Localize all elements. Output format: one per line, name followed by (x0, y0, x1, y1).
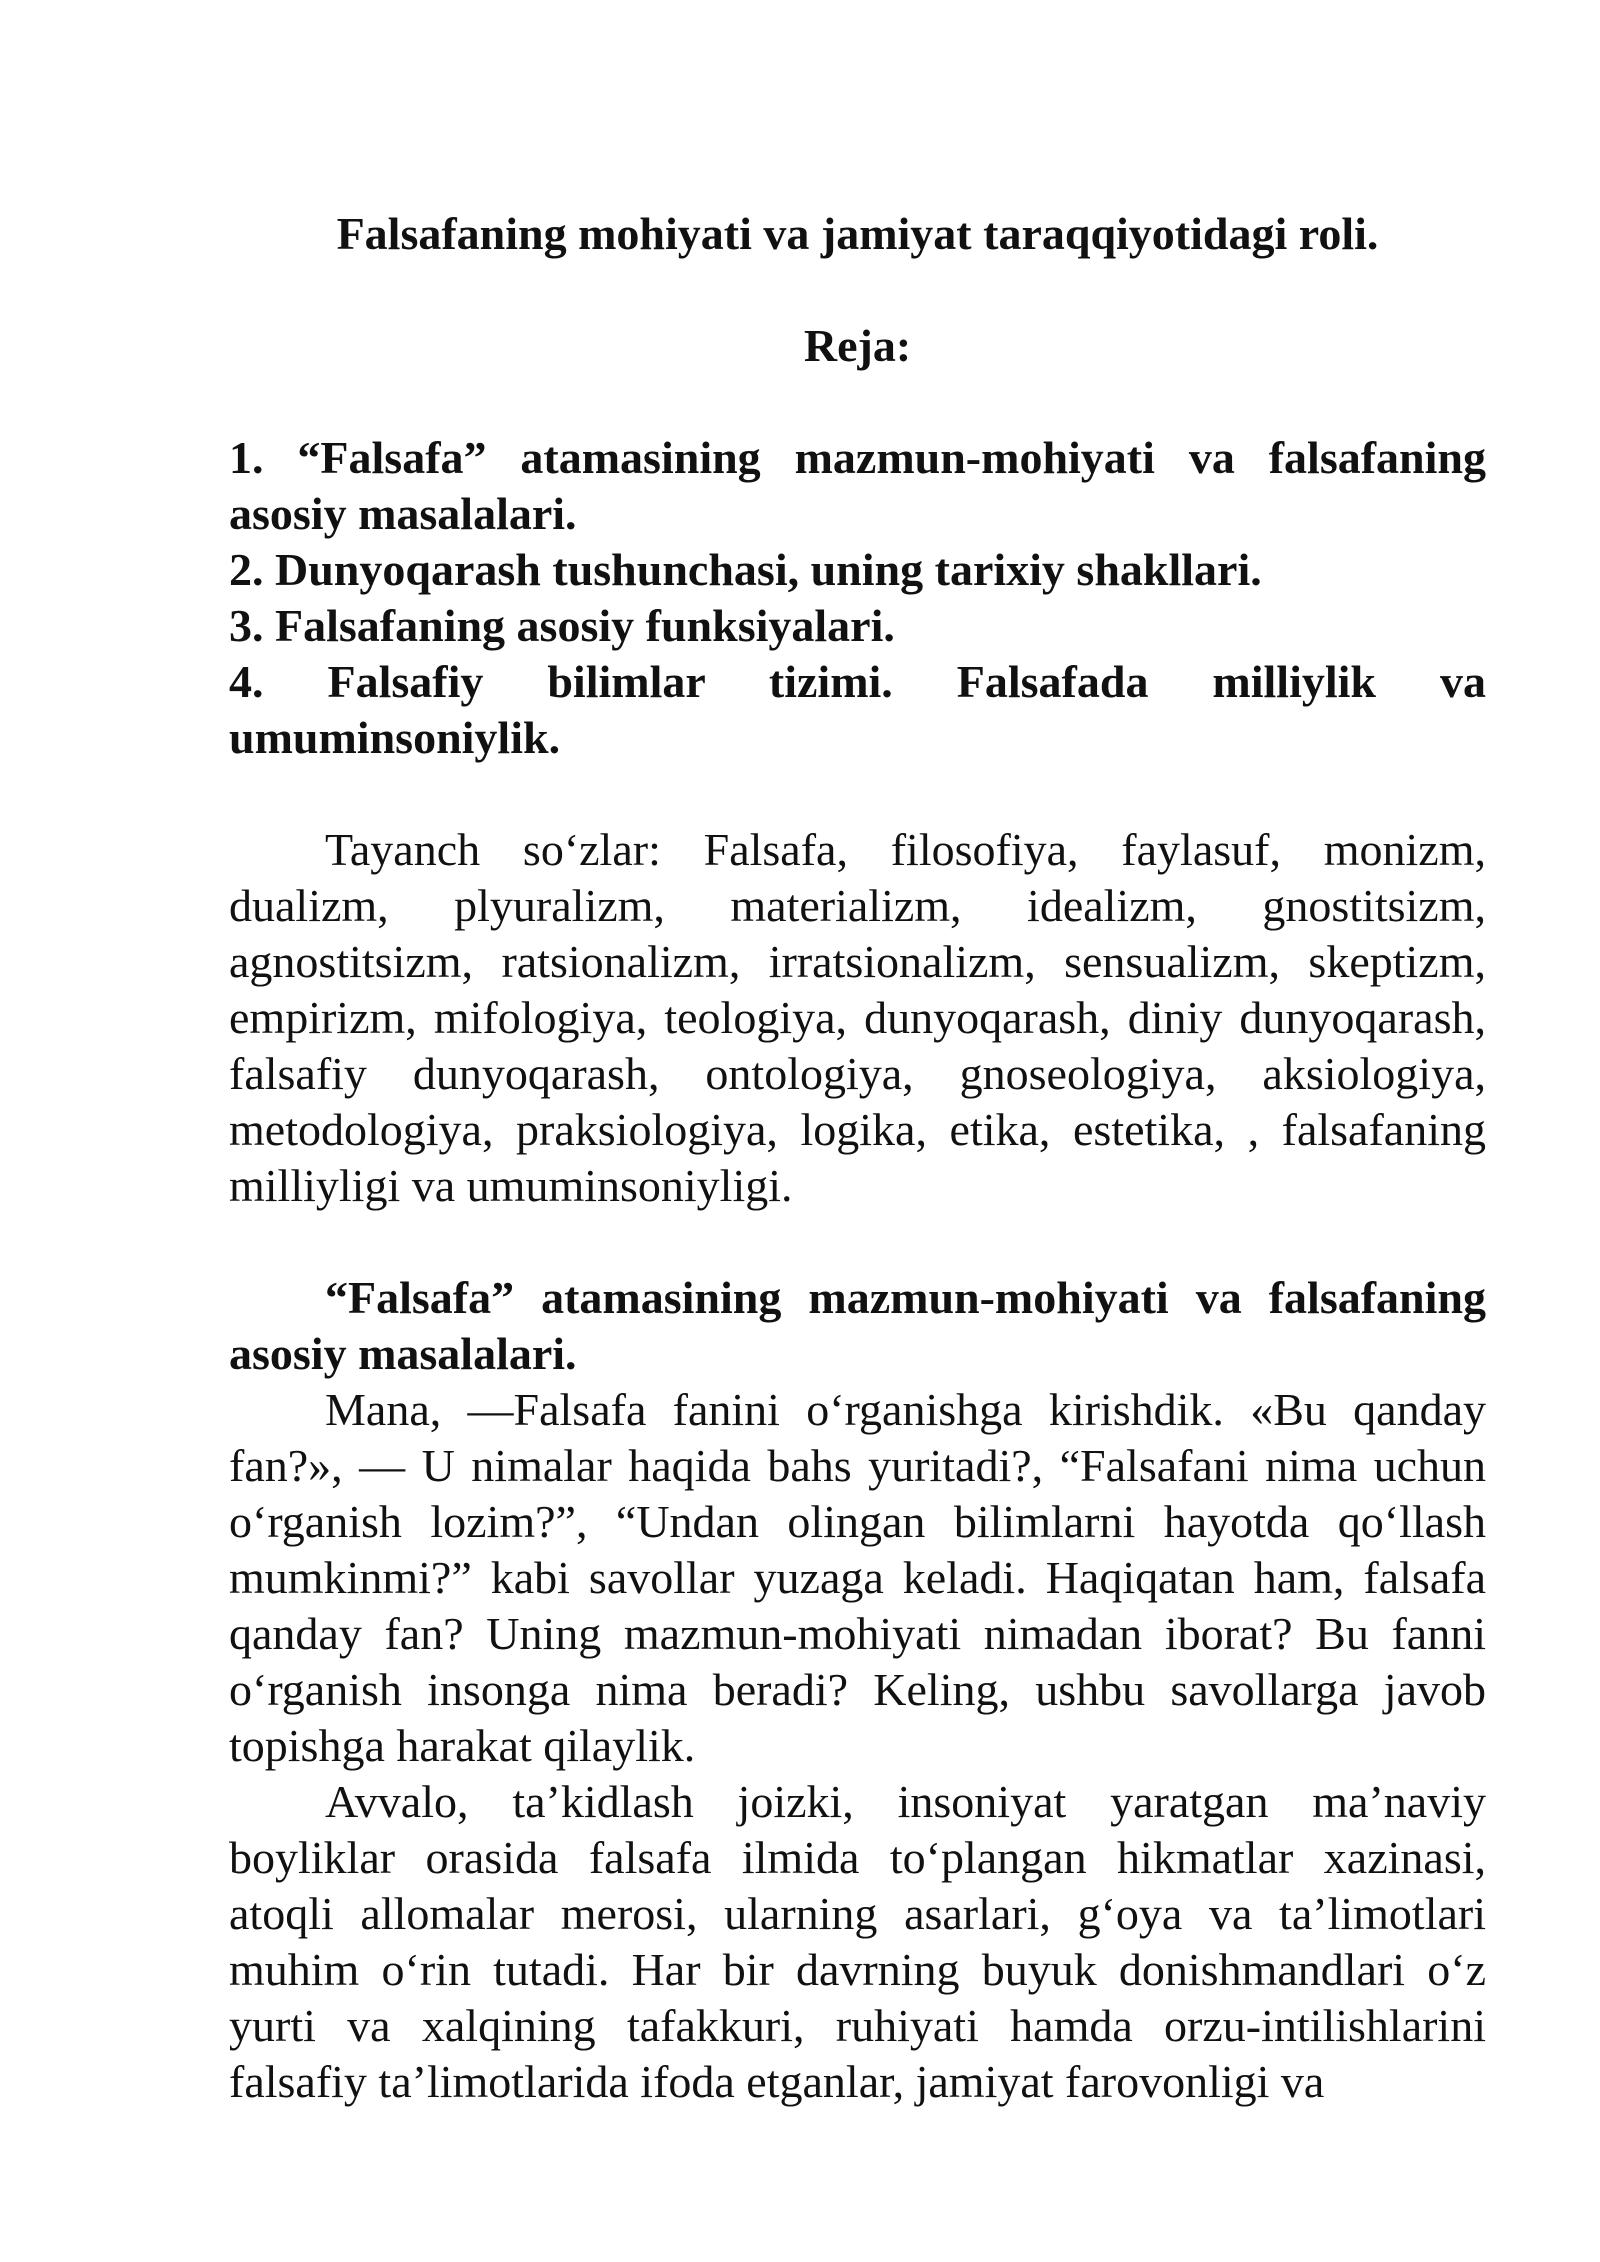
body-paragraph-1: Mana, —Falsafa fanini o‘rganishga kirishdik. «Bu qanday fan?», — U nimalar haqida bahs yuritadi?, “Falsafani nima uchun o‘rganish lozim?”, “Undan olingan bilimlarni hayotda qo‘llash mumkinmi?” kabi savollar yuzaga keladi. Haqiqatan ham, falsafa qanday fan? Uning mazmun-mohiyati nimadan iborat? Bu fanni o‘rganish insonga nima beradi? Keling, ushbu savollarga javob topishga harakat qilaylik. (229, 1384, 1486, 1771)
body-paragraph-2: Avvalo, ta’kidlash joizki, insoniyat yaratgan ma’naviy boyliklar orasida falsafa ilmida to‘plangan hikmatlar xazinasi, atoqli allomalar merosi, ularning asarlari, g‘oya va ta’limotlari muhim o‘rin tutadi. Har bir davrning buyuk donishmandlari o‘z yurti va xalqining tafakkuri, ruhiyati hamda orzu-intilishlarini falsafiy ta’limotlarida ifoda etganlar, jamiyat farovonligi va (229, 1776, 1486, 2107)
plan-item-1: 1. “Falsafa” atamasining mazmun-mohiyati va falsafaning asosiy masalalari. (229, 432, 1486, 539)
plan-item-4: 4. Falsafiy bilimlar tizimi. Falsafada milliylik va umuminsoniylik. (229, 656, 1486, 763)
keywords-paragraph: Tayanch so‘zlar: Falsafa, filosofiya, faylasuf, monizm, dualizm, plyuralizm, materializm, idealizm, gnostitsizm, agnostitsizm, ratsionalizm, irratsionalizm, sensualizm, skeptizm, empirizm, mifologiya, teologiya, dunyoqarash, diniy dunyoqarash, falsafiy dunyoqarash, ontologiya, gnoseologiya, aksiologiya, metodologiya, praksiologiya, logika, etika, estetika, , falsafaning milliyligi va umuminsoniyligi. (229, 824, 1486, 1211)
plan-item-2: 2. Dunyoqarash tushunchasi, uning tarixiy shakllari. (229, 544, 1262, 595)
section-block (229, 1270, 1486, 2110)
keywords-block (229, 822, 1486, 1214)
document-title: Falsafaning mohiyati va jamiyat taraqqiyotidagi roli. (336, 208, 1379, 259)
plan-list (229, 430, 1486, 766)
plan-heading: Reja: (803, 320, 912, 371)
plan-item-3: 3. Falsafaning asosiy funksiyalari. (229, 600, 895, 651)
section-heading: “Falsafa” atamasining mazmun-mohiyati va falsafaning asosiy masalalari. (229, 1272, 1486, 1379)
